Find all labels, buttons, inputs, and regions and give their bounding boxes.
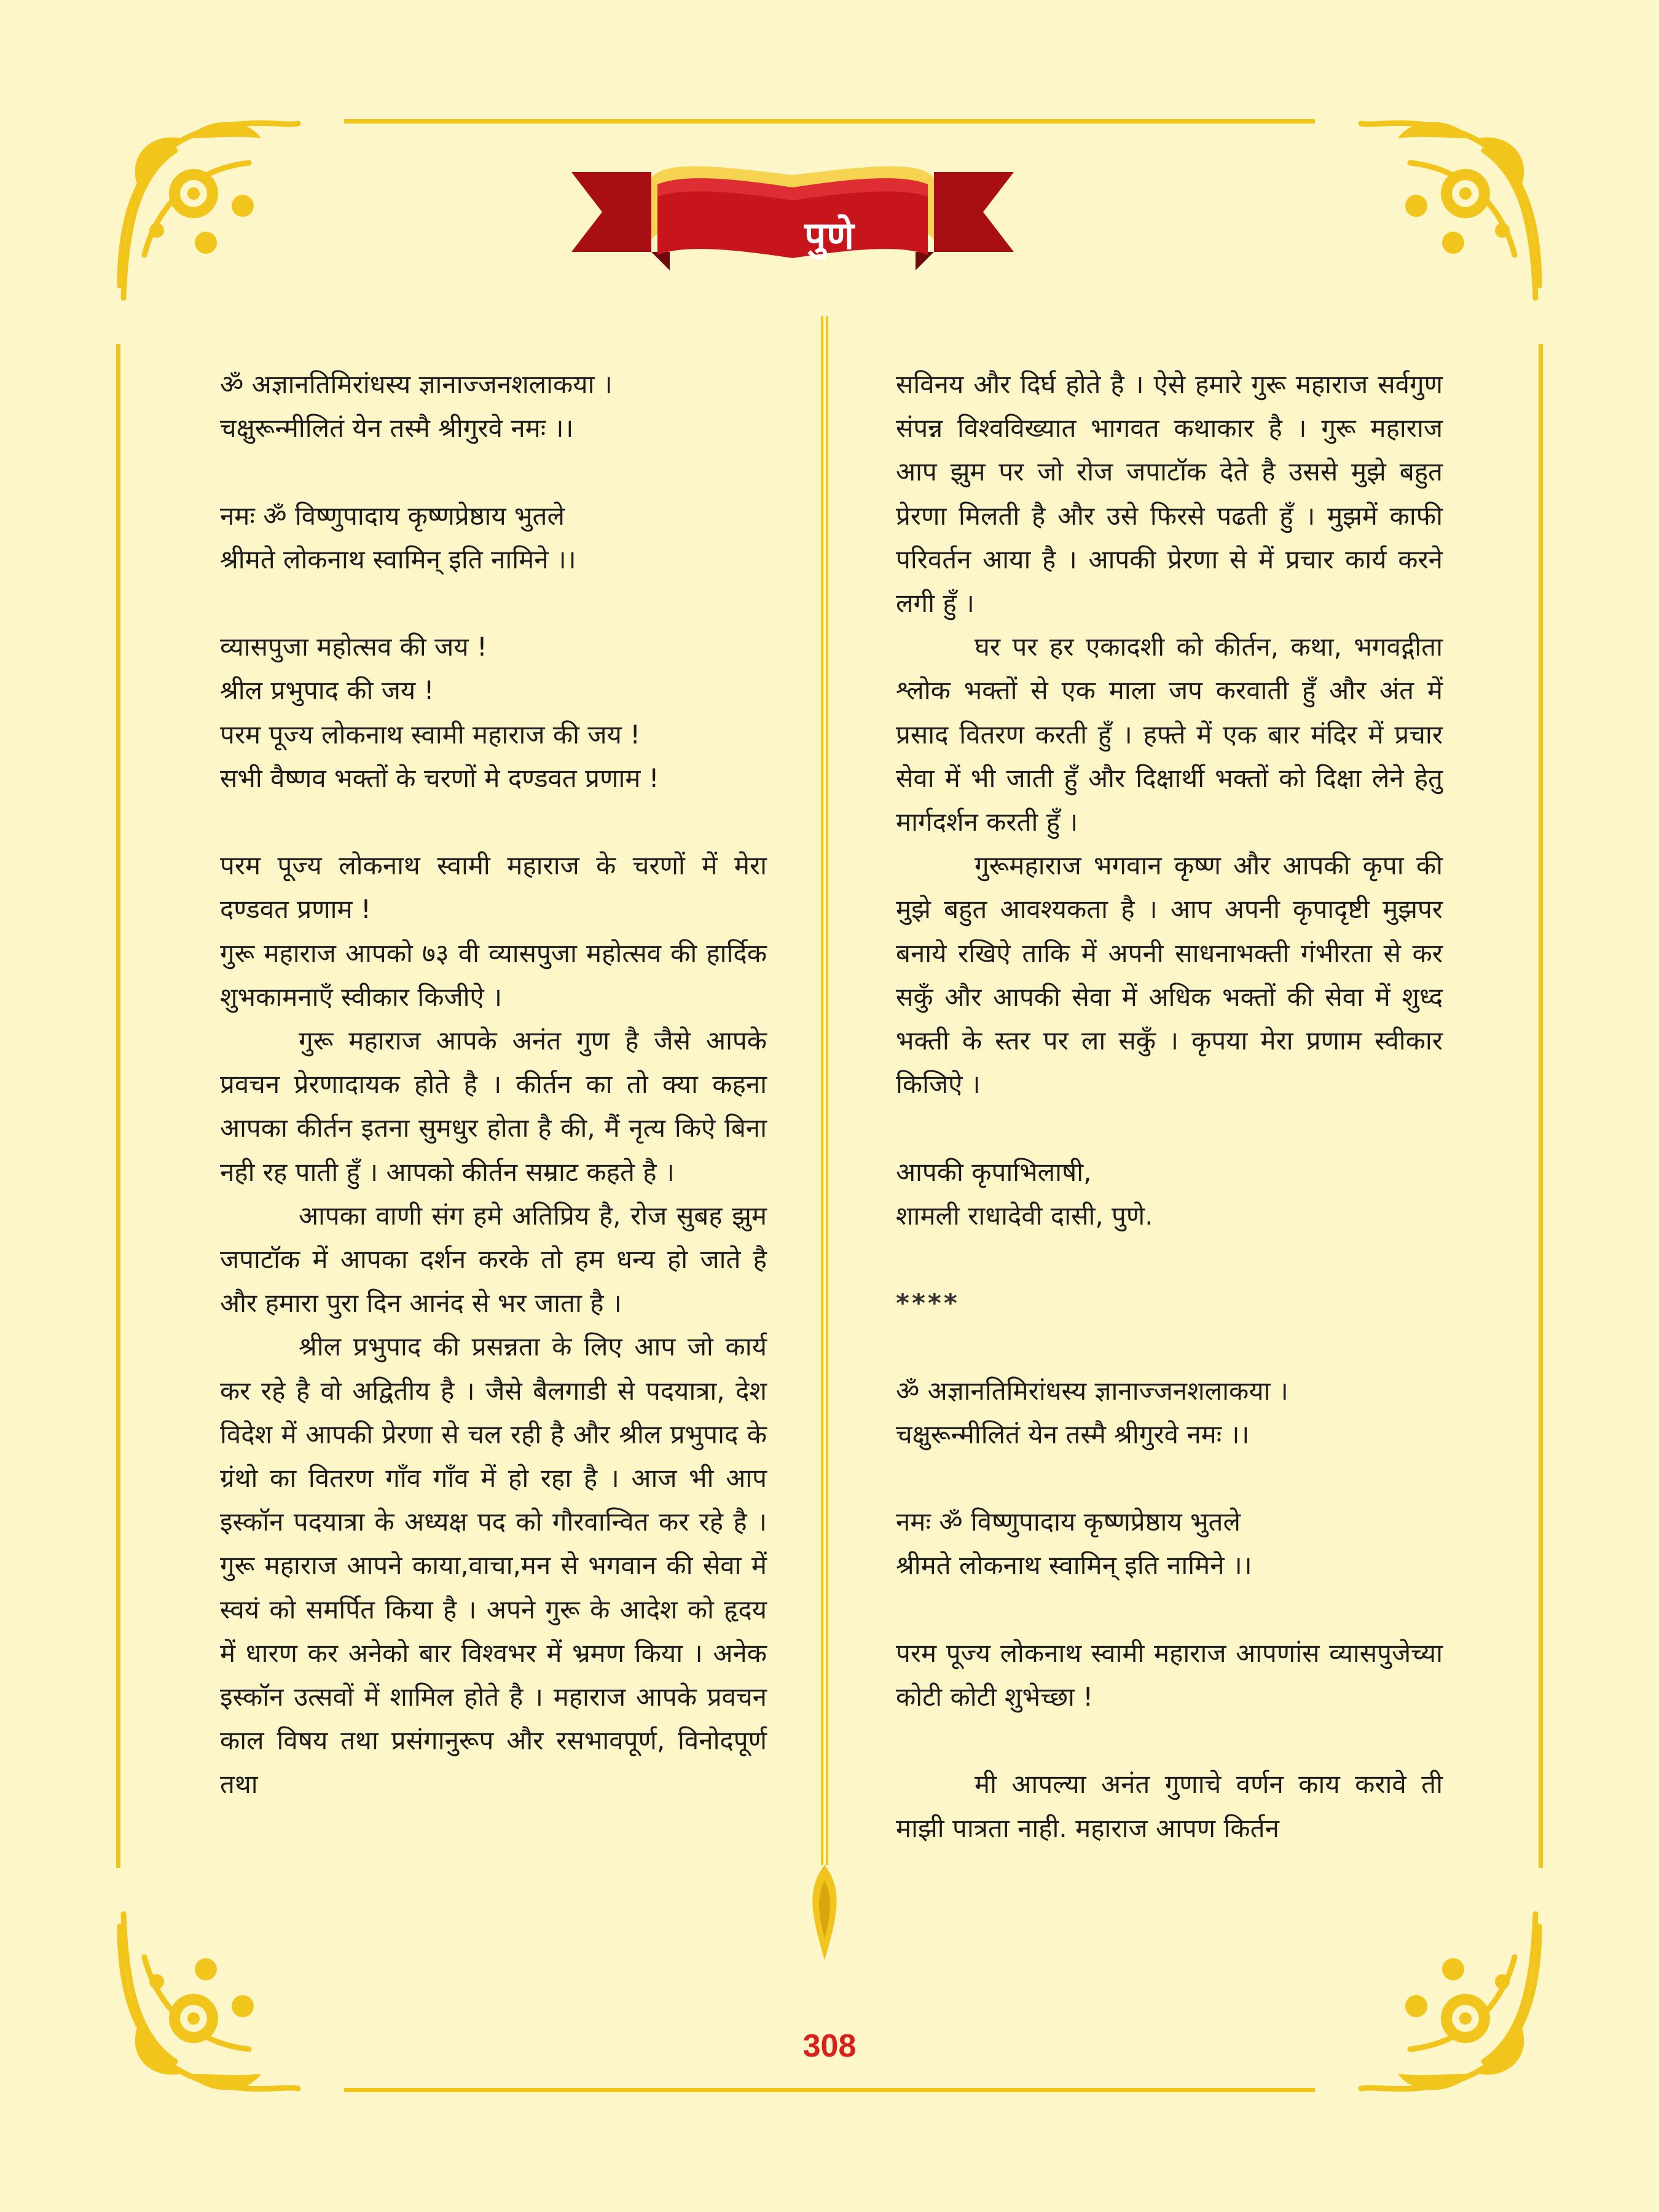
corner-ornament-top-right (1355, 101, 1558, 304)
paragraph: गुरू महाराज आपके अनंत गुण है जैसे आपके प्रवचन प्रेरणादायक होते है । कीर्तन का तो क्या कहना आपका कीर्तन इतना सुमधुर होता है की, मैं नृत्य किऐ बिना नही रह पाती हुँ । आपको कीर्तन सम्राट कहते है । (220, 1026, 767, 1187)
signature-line: आपकी कृपाभिलाषी, (896, 1156, 1092, 1187)
signature-line: शामली राधादेवी दासी, पुणे. (896, 1200, 1153, 1231)
mantra-line: श्रीमते लोकनाथ स्वामिन् इति नामिने ।। (896, 1550, 1252, 1581)
paragraph: गुरूमहाराज भगवान कृष्ण और आपकी कृपा की मुझे बहुत आवश्यकता है । आप अपनी कृपादृष्टी मुझपर बनाये रखिऐ ताकि में अपनी साधनाभक्ती गंभीरता से कर सकुँ और आपकी सेवा में अधिक भक्तों की सेवा में शुध्द भक्ती के स्तर पर ला सकुँ । कृपया मेरा प्रणाम स्वीकार किजिऐ । (896, 850, 1443, 1100)
spacer (220, 581, 767, 625)
paragraph: आपका वाणी संग हमे अतिप्रिय है, रोज सुबह झुम जपाटॉक में आपका दर्शन करके तो हम धन्य हो जाते है और हमारा पुरा दिन आनंद से भर जाता है । (220, 1200, 767, 1319)
paragraph: गुरू महाराज आपको ७३ वी व्यासपुजा महोत्सव की हार्दिक शुभकामनाएँ स्वीकार किजीऐ । (220, 938, 767, 1012)
salutation-line: परम पूज्य लोकनाथ स्वामी महाराज की जय ! (220, 719, 641, 750)
corner-ornament-top-left (101, 101, 304, 304)
paragraph: मी आपल्या अनंत गुणाचे वर्णन काय करावे ती माझी पात्रता नाही. महाराज आपण किर्तन (896, 1769, 1443, 1843)
salutation-line: व्यासपुजा महोत्सव की जय ! (220, 632, 487, 662)
corner-ornament-bottom-right (1355, 1908, 1558, 2111)
paragraph: घर पर हर एकादशी को कीर्तन, कथा, भगवद्गीता श्लोक भक्तों से एक माला जप करवाती हुँ और अंत में प्रसाद वितरण करती हुँ । हफ्ते में एक बार मंदिर में प्रचार सेवा में भी जाती हुँ और दिक्षार्थी भक्तों को दिक्षा लेने हेतु मार्गदर्शन करती हुँ । (896, 632, 1443, 837)
spacer (220, 450, 767, 493)
paragraph: सविनय और दिर्घ होते है । ऐसे हमारे गुरू महाराज सर्वगुण संपन्न विश्वविख्यात भागवत कथाकार है । गुरू महाराज आप झुम पर जो रोज जपाटॉक देते है उससे मुझे बहुत प्रेरणा मिलती है और उसे फिरसे पढती हुँ । मुझमें काफी परिवर्तन आया है । आपकी प्रेरणा से में प्रचार कार्य करने लगी हुँ । (896, 369, 1443, 619)
salutation-line: श्रील प्रभुपाद की जय ! (220, 675, 434, 706)
frame-top-line (344, 119, 1315, 124)
left-column (220, 363, 767, 1806)
right-column (896, 363, 1443, 1850)
spacer (896, 1588, 1443, 1631)
spacer (896, 1106, 1443, 1150)
mantra-line: नमः ॐ विष्णुपादाय कृष्णप्रेष्ठाय भुतले (896, 1507, 1241, 1537)
paragraph: परम पूज्य लोकनाथ स्वामी महाराज आपणांस व्यासपुजेच्या कोटी कोटी शुभेच्छा ! (896, 1637, 1443, 1712)
paragraph: परम पूज्य लोकनाथ स्वामी महाराज के चरणों में मेरा दण्डवत प्रणाम ! (220, 850, 767, 925)
mantra-line: चक्षुरून्मीलितं येन तस्मै श्रीगुरवे नमः ।। (896, 1419, 1250, 1449)
frame-right-line (1539, 344, 1543, 1868)
mantra-line: ॐ अज्ञानतिमिरांधस्य ज्ञानाज्जनशलाकया । (896, 1375, 1288, 1406)
frame-bottom-line (344, 2088, 1315, 2092)
column-divider (806, 316, 843, 1963)
section-separator: **** (896, 1288, 960, 1319)
spacer (896, 1325, 1443, 1368)
corner-ornament-bottom-left (101, 1908, 304, 2111)
spacer (220, 800, 767, 844)
mantra-line: ॐ अज्ञानतिमिरांधस्य ज्ञानाज्जनशलाकया । (220, 369, 613, 399)
mantra-line: नमः ॐ विष्णुपादाय कृष्णप्रेष्ठाय भुतले (220, 500, 565, 531)
mantra-line: चक्षुरून्मीलितं येन तस्मै श्रीगुरवे नमः ।। (220, 413, 574, 444)
mantra-line: श्रीमते लोकनाथ स्वामिन् इति नामिने ।। (220, 544, 576, 575)
spacer (896, 1719, 1443, 1762)
page-title: पुणे (804, 213, 855, 258)
paragraph: श्रील प्रभुपाद की प्रसन्नता के लिए आप जो कार्य कर रहे है वो अद्वितीय है । जैसे बैलगाडी से पदयात्रा, देश विदेश में आपकी प्रेरणा से चल रही है और श्रील प्रभुपाद के ग्रंथो का वितरण गाँव गाँव में हो रहा है । आज भी आप इस्कॉन पदयात्रा के अध्यक्ष पद को गौरवान्वित कर रहे है । गुरू महाराज आपने काया,वाचा,मन से भगवान की सेवा में स्वयं को समर्पित किया है । अपने गुरू के आदेश को हृदय में धारण कर अनेको बार विश्वभर में भ्रमण किया । अनेक इस्कॉन उत्सवों में शामिल होते है । महाराज आपके प्रवचन काल विषय तथा प्रसंगानुरूप और रसभावपूर्ण, विनोदपूर्ण तथा (220, 1332, 767, 1800)
frame-left-line (116, 344, 120, 1868)
page-number: 308 (802, 2028, 857, 2064)
spacer (896, 1237, 1443, 1281)
salutation-line: सभी वैष्णव भक्तों के चरणों मे दण्डवत प्रणाम ! (220, 763, 659, 793)
spacer (896, 1456, 1443, 1500)
